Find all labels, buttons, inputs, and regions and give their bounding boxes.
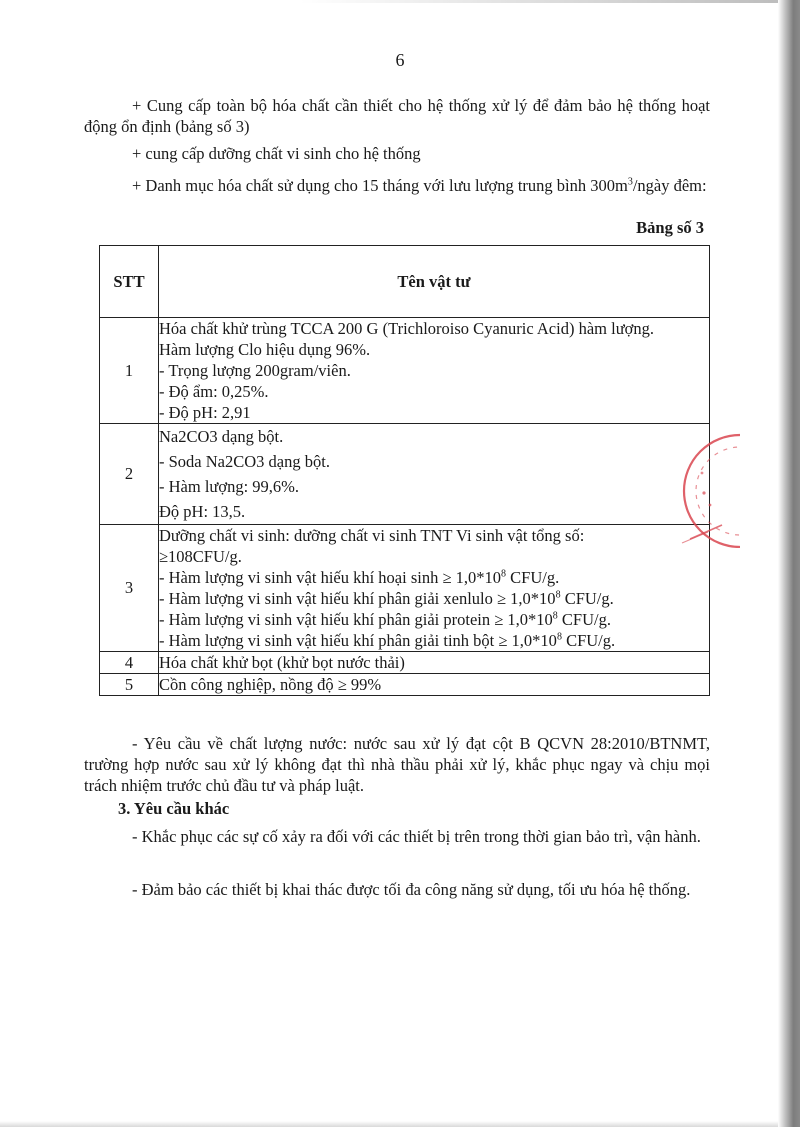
header-stt: STT bbox=[100, 246, 159, 318]
row-line: - Hàm lượng vi sinh vật hiếu khí phân giải tinh bột ≥ $1,0*10^8$ CFU/g. bbox=[159, 631, 616, 650]
row-number: 1 bbox=[100, 318, 159, 424]
row-content bbox=[159, 525, 710, 652]
table-row bbox=[100, 525, 710, 652]
header-material-name: Tên vật tư bbox=[159, 246, 710, 318]
scan-right-edge bbox=[778, 0, 800, 1127]
other-requirement-1: - Khắc phục các sự cố xảy ra đối với các thiết bị trên trong thời gian bảo trì, vận hành. bbox=[132, 827, 701, 846]
row-line: - Hàm lượng vi sinh vật hiếu khí phân giải xenlulo ≥ $1,0*10^8$ CFU/g. bbox=[159, 589, 614, 608]
scan-bottom-edge bbox=[0, 1121, 778, 1127]
table-caption: Bảng số 3 bbox=[636, 218, 704, 237]
row-line: - Trọng lượng 200gram/viên. bbox=[159, 361, 351, 380]
row-line: Na2CO3 dạng bột. bbox=[159, 427, 284, 446]
other-requirement-2: - Đảm bảo các thiết bị khai thác được tối đa công năng sử dụng, tối ưu hóa hệ thống. bbox=[132, 880, 691, 899]
row-line: Dưỡng chất vi sinh: dưỡng chất vi sinh TNT Vi sinh vật tổng số: bbox=[159, 526, 585, 545]
official-seal-stamp bbox=[650, 433, 740, 548]
row-content: Hóa chất khử bọt (khử bọt nước thải) bbox=[159, 652, 710, 674]
row-line: Hàm lượng Clo hiệu dụng 96%. bbox=[159, 340, 371, 359]
page-number: 6 bbox=[395, 50, 405, 70]
row-content bbox=[159, 424, 710, 525]
row-line: - Độ ẩm: 0,25%. bbox=[159, 382, 269, 401]
row-line: - Hàm lượng vi sinh vật hiếu khí phân giải protein ≥ $1,0*10^8$ CFU/g. bbox=[159, 610, 611, 629]
row-number: 4 bbox=[100, 652, 159, 674]
table-row bbox=[100, 652, 710, 674]
water-quality-requirement: - Yêu cầu về chất lượng nước: nước sau xử lý đạt cột B QCVN 28:2010/BTNMT, trường hợp nước sau xử lý không đạt thì nhà thầu phải xử lý, khắc phục ngay và chịu mọi trách nhiệm trước chủ đầu tư và pháp luật. bbox=[84, 734, 710, 795]
table-row bbox=[100, 424, 710, 525]
row-number: 2 bbox=[100, 424, 159, 525]
row-number: 5 bbox=[100, 674, 159, 696]
intro-nutrients: + cung cấp dưỡng chất vi sinh cho hệ thống bbox=[132, 144, 421, 163]
row-line: - Hàm lượng: 99,6%. bbox=[159, 477, 300, 496]
row-line: Độ pH: 13,5. bbox=[159, 502, 246, 521]
row-number: 3 bbox=[100, 525, 159, 652]
scan-top-edge bbox=[300, 0, 780, 3]
row-line: ≥108CFU/g. bbox=[159, 547, 242, 566]
row-line: - Soda Na2CO3 dạng bột. bbox=[159, 452, 330, 471]
row-content bbox=[159, 318, 710, 424]
table-header-row bbox=[100, 246, 710, 318]
table-row bbox=[100, 318, 710, 424]
row-line: Hóa chất khử trùng TCCA 200 G (Trichloroiso Cyanuric Acid) hàm lượng. bbox=[159, 319, 654, 338]
row-line: - Độ pH: 2,91 bbox=[159, 403, 251, 422]
table-row bbox=[100, 674, 710, 696]
intro-chemicals: + Cung cấp toàn bộ hóa chất cần thiết cho hệ thống xử lý để đảm bảo hệ thống hoạt động ổn định (bảng số 3) bbox=[84, 96, 710, 136]
row-content: Cồn công nghiệp, nồng độ ≥ 99% bbox=[159, 674, 710, 696]
intro-list-period: + Danh mục hóa chất sử dụng cho 15 tháng với lưu lượng trung bình $300m^3$/ngày đêm: bbox=[132, 176, 707, 195]
row-line: - Hàm lượng vi sinh vật hiếu khí hoại $\sinh \ge 1,0*10^8$ CFU/g. bbox=[159, 568, 560, 587]
materials-table bbox=[99, 245, 710, 696]
section-heading: 3. Yêu cầu khác bbox=[118, 799, 230, 818]
